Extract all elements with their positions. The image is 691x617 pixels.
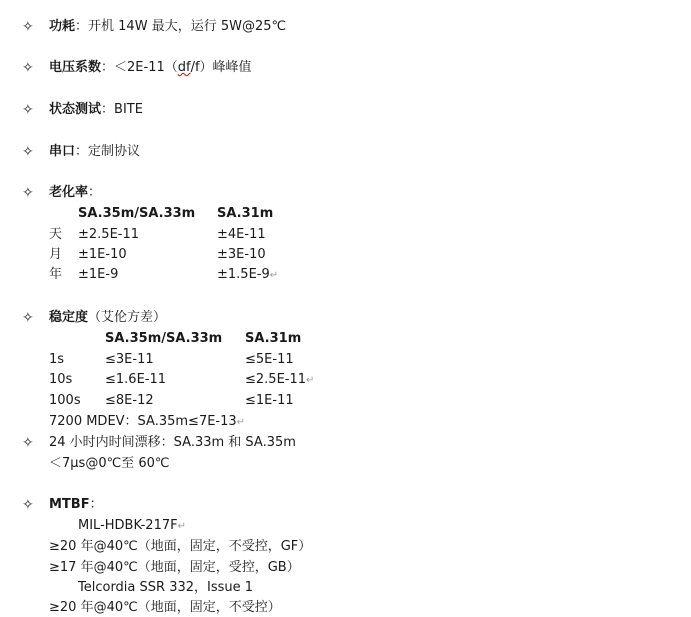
bullet-diamond-icon: ✧ xyxy=(22,435,34,451)
paragraph-mark: ↵ xyxy=(306,375,315,386)
voltage-label: 电压系数 xyxy=(49,60,102,75)
voltage-df: df xyxy=(177,60,191,75)
bullet-diamond-icon: ✧ xyxy=(22,19,34,35)
aging-row-v1: ±1E-10 xyxy=(78,247,127,262)
aging-row-name: 月 xyxy=(49,247,63,262)
power-label: 功耗 xyxy=(49,19,76,34)
stability-col2-header: SA.31m xyxy=(245,331,302,346)
mtbf-line-3: ≥20 年@40℃（地面，固定，不受控） xyxy=(49,600,281,615)
stability-row-v1: ≤3E-11 xyxy=(105,352,154,367)
status-value: BITE xyxy=(114,102,143,117)
drift-line1: 24 小时内时间漂移：SA.33m 和 SA.35m xyxy=(49,435,296,450)
stability-row-name: 100s xyxy=(49,393,81,408)
power-line xyxy=(49,19,286,35)
stability-row-v1: ≤1.6E-11 xyxy=(105,372,167,387)
stability-mdev-text: 7200 MDEV：SA.35m≤7E-13 xyxy=(49,414,237,429)
stability-title xyxy=(49,310,166,326)
bullet-diamond-icon: ✧ xyxy=(22,102,34,118)
bullet-diamond-icon: ✧ xyxy=(22,144,34,160)
stability-label: 稳定度 xyxy=(49,310,89,325)
aging-row-name: 年 xyxy=(49,267,63,282)
aging-row-v2: ±3E-10 xyxy=(217,247,266,262)
status-sep: ： xyxy=(101,102,115,117)
aging-row-v2: ±4E-11 xyxy=(217,227,266,242)
drift-line2: ＜7μs@0℃至 60℃ xyxy=(49,456,170,471)
aging-title xyxy=(49,185,101,201)
aging-col2-header: SA.31m xyxy=(217,206,274,221)
stability-row-v2-text: ≤2.5E-11 xyxy=(245,372,307,387)
stability-row-v1: ≤8E-12 xyxy=(105,393,154,408)
mtbf-standard-1-text: MIL-HDBK-217F xyxy=(78,518,178,533)
paragraph-mark: ↵ xyxy=(269,270,279,281)
aging-row-v2-text: ±1.5E-9 xyxy=(217,267,270,282)
aging-row-v2 xyxy=(217,267,278,284)
bullet-diamond-icon: ✧ xyxy=(22,185,34,201)
stability-row-v2: ≤5E-11 xyxy=(245,352,294,367)
voltage-prefix: ＜2E-11（ xyxy=(114,60,178,75)
mtbf-label: MTBF xyxy=(49,497,90,512)
stability-row-v2 xyxy=(245,372,314,389)
power-value: 开机 14W 最大，运行 5W@25℃ xyxy=(88,19,287,34)
serial-value: 定制协议 xyxy=(88,144,141,159)
mtbf-standard-2: Telcordia SSR 332，Issue 1 xyxy=(78,580,254,595)
mtbf-line-2: ≥17 年@40℃（地面，固定，受控，GB） xyxy=(49,560,300,575)
power-sep: ： xyxy=(75,19,89,34)
aging-label: 老化率 xyxy=(49,185,89,200)
aging-row-v1: ±2.5E-11 xyxy=(78,227,140,242)
serial-label: 串口 xyxy=(49,144,76,159)
stability-mdev xyxy=(49,414,245,431)
mtbf-line-1: ≥20 年@40℃（地面，固定，不受控，GF） xyxy=(49,539,312,554)
aging-sep: ： xyxy=(88,185,102,200)
aging-row-v1: ±1E-9 xyxy=(78,267,119,282)
mtbf-title xyxy=(49,497,103,513)
stability-row-name: 10s xyxy=(49,372,73,387)
mtbf-standard-1 xyxy=(78,518,186,535)
aging-col1-header: SA.35m/SA.33m xyxy=(78,206,196,221)
bullet-diamond-icon: ✧ xyxy=(22,60,34,76)
voltage-line xyxy=(49,60,252,76)
paragraph-mark: ↵ xyxy=(177,521,186,532)
status-label: 状态测试 xyxy=(49,102,102,117)
voltage-suffix: /f）峰峰值 xyxy=(190,60,252,75)
stability-paren: （艾伦方差） xyxy=(88,310,167,325)
stability-row-name: 1s xyxy=(49,352,65,367)
stability-col1-header: SA.35m/SA.33m xyxy=(105,331,223,346)
bullet-diamond-icon: ✧ xyxy=(22,497,34,513)
voltage-sep: ： xyxy=(101,60,115,75)
paragraph-mark: ↵ xyxy=(236,417,246,428)
stability-row-v2: ≤1E-11 xyxy=(245,393,294,408)
serial-line xyxy=(49,144,140,160)
aging-row-name: 天 xyxy=(49,227,63,242)
status-line xyxy=(49,102,143,118)
bullet-diamond-icon: ✧ xyxy=(22,310,34,326)
serial-sep: ： xyxy=(75,144,89,159)
mtbf-sep: ： xyxy=(89,497,103,512)
